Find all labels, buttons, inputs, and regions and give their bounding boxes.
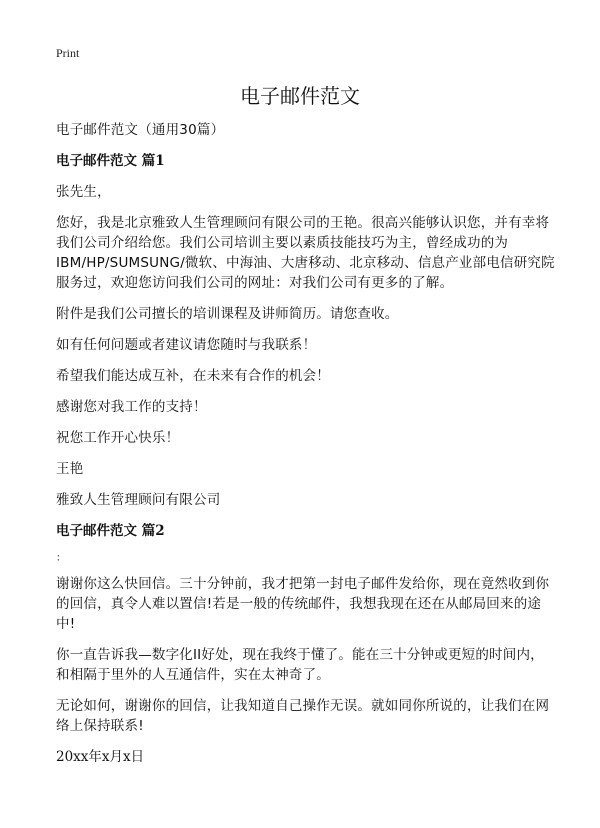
paragraph-thanks: 感谢您对我工作的支持！ [56, 399, 207, 415]
paragraph-keep-contact: 无论如何，谢谢你的回信，让我知道自己操作无误。就如同你所说的，让我们在网络上保持联系! [56, 698, 550, 734]
print-label: Print [56, 46, 80, 60]
document-body [56, 120, 556, 767]
paragraph-contact: 如有任何问题或者建议请您随时与我联系！ [56, 337, 317, 353]
stray-mark: ： [56, 553, 66, 564]
page-title: 电子邮件范文 [240, 84, 360, 108]
paragraph-attachment: 附件是我们公司擅长的培训课程及讲师简历。请您查收。 [56, 306, 399, 322]
paragraph-wishes: 祝您工作开心快乐！ [56, 430, 180, 446]
document-subtitle: 电子邮件范文（通用30篇） [56, 122, 225, 138]
signature-name: 王艳 [56, 461, 84, 477]
paragraph-reply-thanks: 谢谢你这么快回信。三十分钟前，我才把第一封电子邮件发给你，现在竟然收到你的回信，真令人难以置信!若是一般的传统邮件，我想我现在还在从邮局回来的途中! [56, 576, 550, 632]
section-heading-1: 电子邮件范文 篇1 [56, 153, 165, 169]
section-heading-2: 电子邮件范文 篇2 [56, 523, 165, 539]
paragraph-cooperation: 希望我们能达成互补，在未来有合作的机会！ [56, 368, 330, 384]
signature-company: 雅致人生管理顾问有限公司 [56, 492, 221, 508]
salutation: 张先生， [56, 184, 111, 200]
date-line: 20xx年x月x日 [56, 749, 145, 765]
paragraph-intro: 您好，我是北京雅致人生管理顾问有限公司的王艳。很高兴能够认识您，并有幸将我们公司介绍给您。我们公司培训主要以素质技能技巧为主，曾经成功的为IBM/HP/SUMSUNG/微软、中海油、大唐移动、北京移动、信息产业部电信研究院服务过，欢迎您访问我们公司的网址：对我们公司有更多的了解。 [56, 215, 555, 291]
paragraph-digital: 你一直告诉我—数字化II好处，现在我终于懂了。能在三十分钟或更短的时间内，和相隔于里外的人互通信件，实在太神奇了。 [56, 647, 544, 683]
